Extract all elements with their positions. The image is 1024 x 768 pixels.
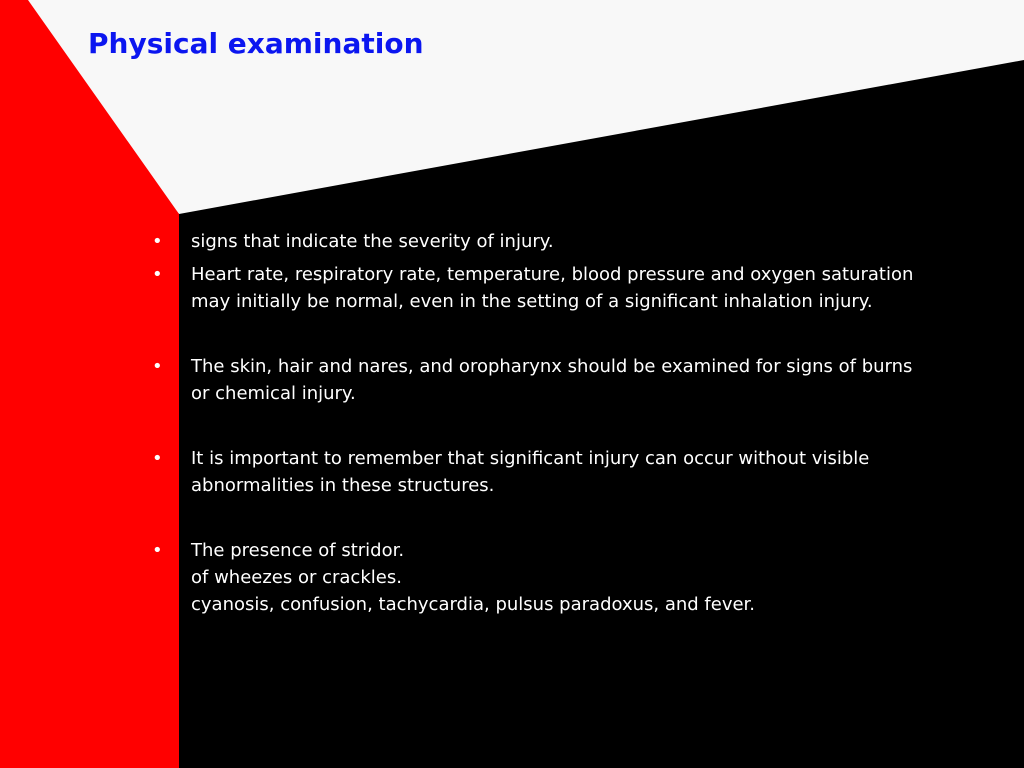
bullet-text-line: cyanosis, confusion, tachycardia, pulsus paradoxus, and fever.: [191, 594, 756, 615]
slide-title: Physical examination: [88, 27, 424, 60]
bullet-dot-icon: •: [152, 540, 163, 561]
bullet-text-line: signs that indicate the severity of injury.: [191, 231, 554, 252]
bullet-text-line: abnormalities in these structures.: [191, 475, 495, 496]
bullet-item: [150, 445, 1010, 499]
bullet-text-line: of wheezes or crackles.: [191, 567, 402, 588]
bullet-text-line: The skin, hair and nares, and oropharynx should be examined for signs of burns: [191, 356, 913, 377]
bullet-item: [150, 353, 1010, 407]
bullet-text-line: The presence of stridor.: [191, 540, 405, 561]
bullet-item: [150, 261, 1010, 315]
bullet-text-line: Heart rate, respiratory rate, temperature, blood pressure and oxygen saturation: [191, 264, 914, 285]
bullet-text-line: or chemical injury.: [191, 383, 356, 404]
bullet-dot-icon: •: [152, 356, 163, 377]
bullet-dot-icon: •: [152, 264, 163, 285]
bullet-item: [150, 228, 1010, 255]
bullet-dot-icon: •: [152, 231, 163, 252]
bullet-dot-icon: •: [152, 448, 163, 469]
bullet-text-line: It is important to remember that significant injury can occur without visible: [191, 448, 870, 469]
bullet-list: [150, 228, 1010, 618]
bullet-item: [150, 537, 1010, 618]
bullet-text-line: may initially be normal, even in the setting of a significant inhalation injury.: [191, 291, 873, 312]
